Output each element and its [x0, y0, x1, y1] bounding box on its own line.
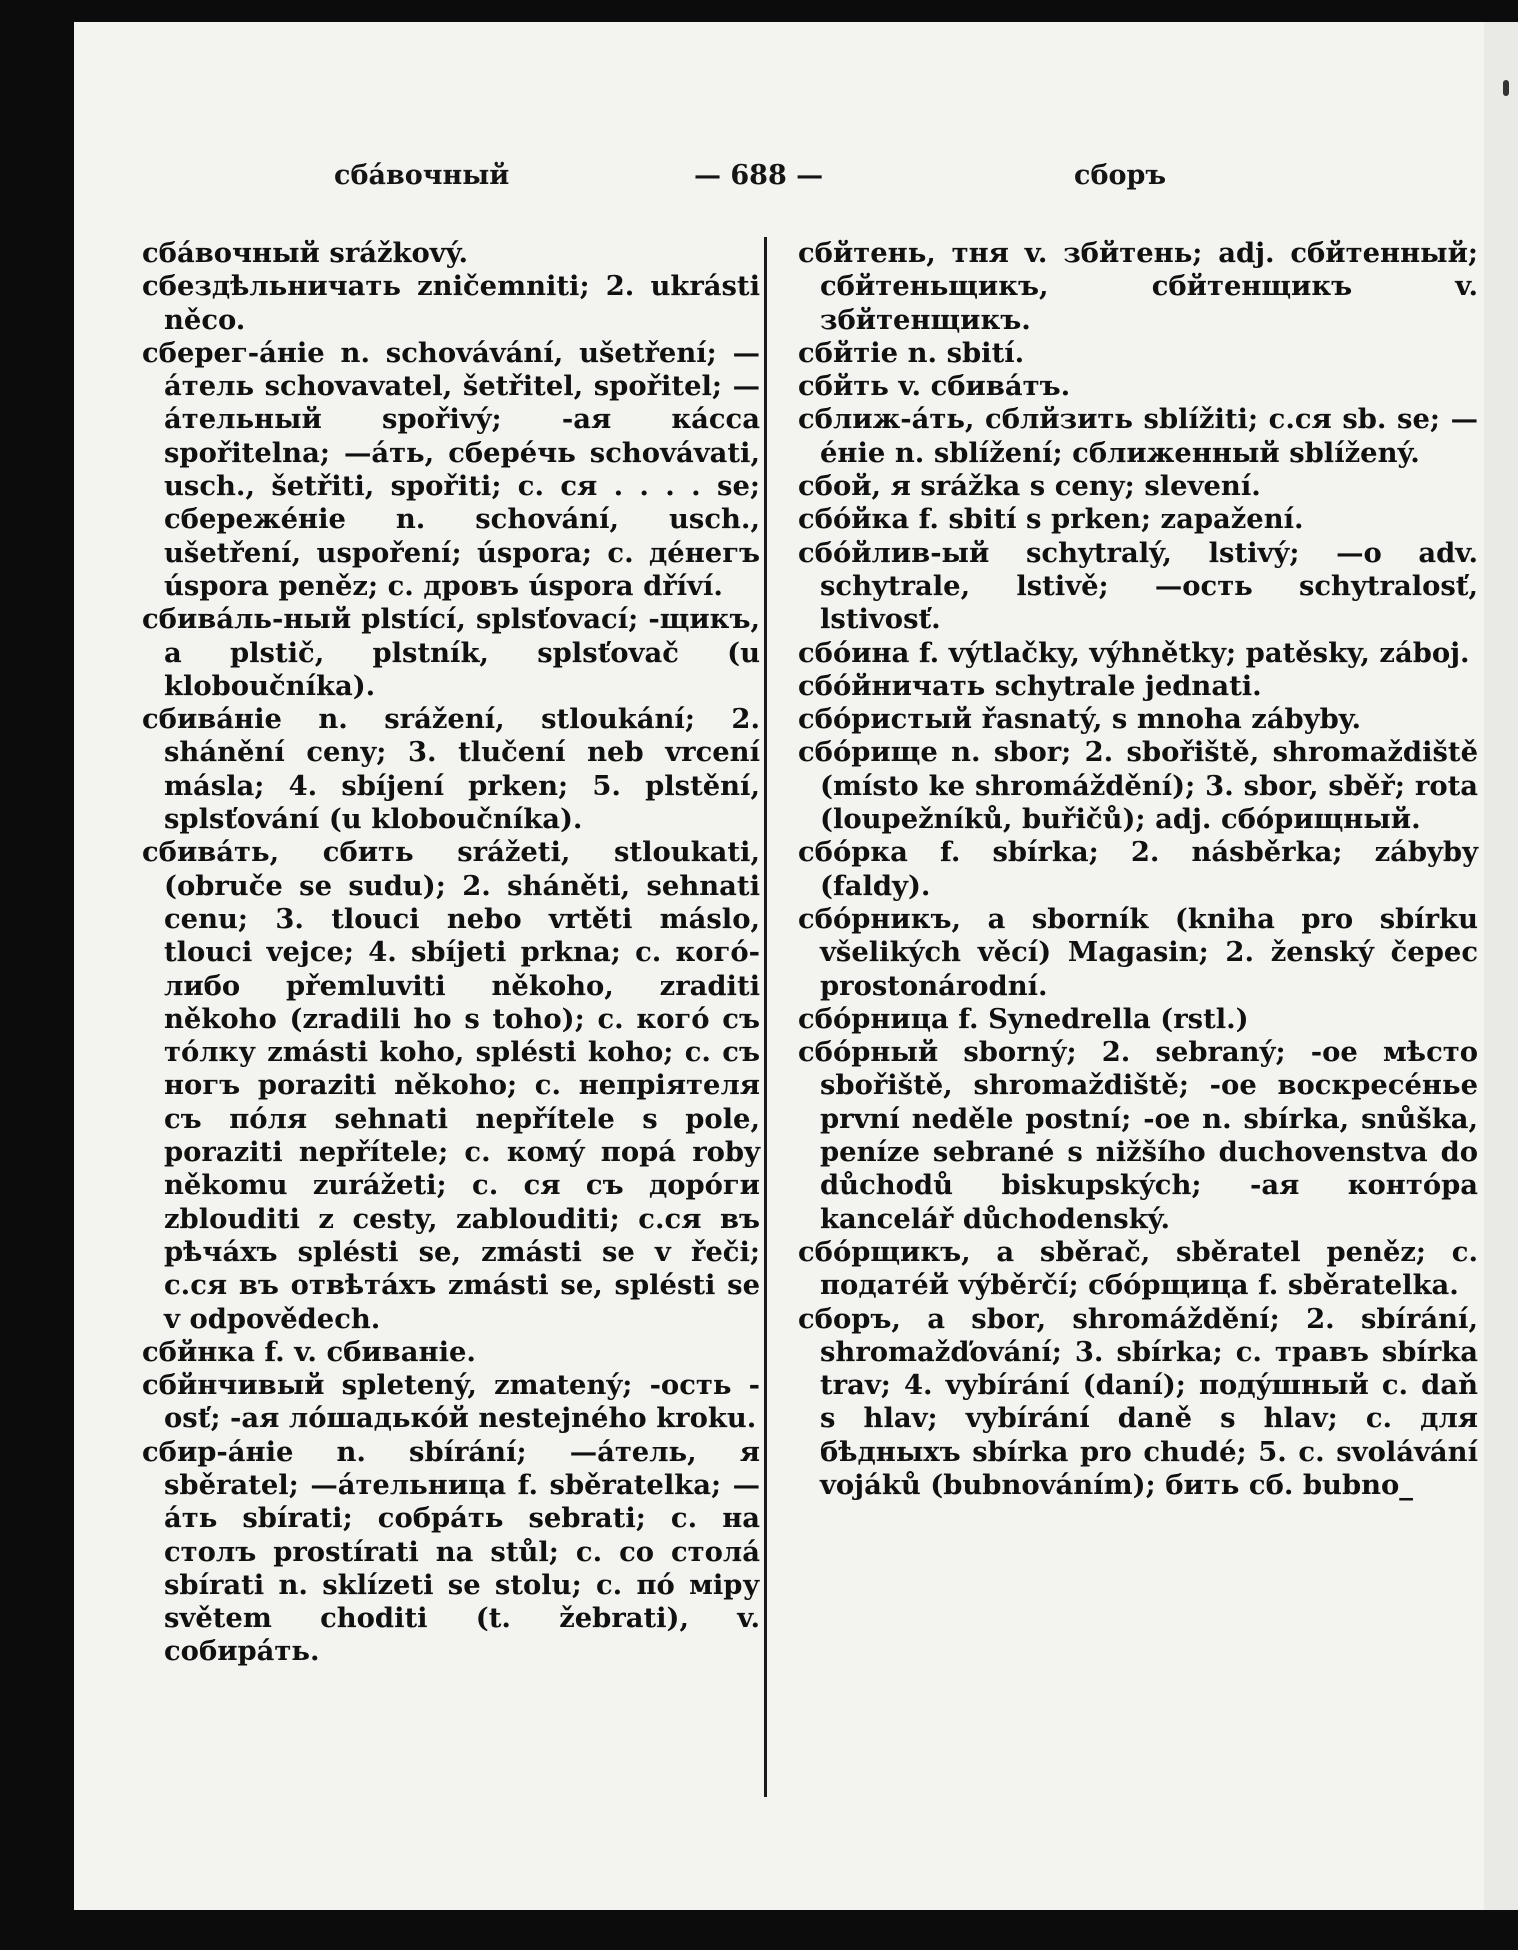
dictionary-entry: сбездѣльничать zničemniti; 2. ukrásti něco. — [142, 270, 760, 336]
left-column — [142, 237, 760, 1669]
dictionary-entry: сбивáль-ный plstící, splsťovací; -щикъ, a plstič, plstník, splsťovač (u kloboučníka). — [142, 603, 760, 702]
dictionary-entry: сбйнка f. v. сбиванiе. — [142, 1335, 476, 1368]
dictionary-entry: сбйтень, тня v. збйтень; adj. сбйтенный; сбйтеньщикъ, сбйтенщикъ v. збйтенщикъ. — [798, 237, 1478, 336]
page-number: — 688 — — [694, 160, 824, 191]
edge-mark — [1503, 80, 1509, 96]
dictionary-entry: сбóрка f. sbírka; 2. násběrka; zábyby (faldy). — [798, 836, 1478, 902]
dictionary-entry: сбáвочный srážkový. — [142, 237, 469, 269]
dictionary-entry: сбóина f. výtlačky, výhnětky; patěsky, zábој. — [798, 636, 1470, 669]
dictionary-entry: сбóйка f. sbití s prken; zapažení. — [798, 503, 1304, 536]
dictionary-entry: сборъ, a sbor, shromáždění; 2. sbírání, shromažďování; 3. sbírka; с. травъ sbírka trav; 4. vybírání (daní); подýшный с. daň s hlav; vybírání daně s hlav; с. для бѣдныхъ sbírka pro chudé; 5. с. svolávání vojáků (bubnováním); бить сб. bubno_ — [798, 1302, 1478, 1501]
dictionary-entry: сбóрникъ, a sborník (kniha pro sbírku všelikých věcí) Magasin; 2. ženský čepec prostonárodní. — [798, 902, 1478, 1002]
column-divider — [764, 237, 767, 1797]
dictionary-entry: сбóрный sborný; 2. sebraný; -oe мѣсто sbořiště, shromaždiště; -oe воскресéнье první neděle postní; -oe n. sbírka, snůška, peníze sebrané s nižšího duchovenstva do důchodů biskupských; -ая контóра kancelář důchodenský. — [798, 1036, 1478, 1235]
dictionary-entry: сбивáніе n. srážení, stloukání; 2. shánění ceny; 3. tlučení neb vrcení másla; 4. sbíjení prken; 5. plstění, splsťování (u kloboučníka). — [142, 703, 760, 836]
dictionary-entry: сбóйничать schytrale jednati. — [798, 669, 1262, 702]
dictionary-entry: сбóрщикъ, a sběrač, sběratel peněz; с. податéй výběrčí; сбóрщица f. sběratelka. — [798, 1235, 1478, 1302]
dictionary-entry: сбир-áніе n. sbírání; —áтель, я sběratel; —áтельница f. sběratelka; —áть sbírati; собрáть sebrati; с. на столъ prostírati na stůl; с. со столá sbírati n. sklízeti se stolu; с. пó міру světem choditi (t. žebrati), v. собирáть. — [142, 1435, 760, 1668]
dictionary-entry: сближ-áть, сблйзить sblížiti; с.ся sb. se; —éніе n. sblížení; сближенный sblížený. — [798, 403, 1478, 469]
dictionary-entry: сбйтіе n. sbití. — [798, 336, 1025, 369]
right-column — [798, 237, 1478, 1502]
header-right-guideword: сборъ — [1074, 160, 1167, 191]
adjacent-page-edge — [1484, 22, 1518, 1910]
dictionary-entry: сберег-áніе n. schovávání, ušetření; —áтель schovavatel, šetřitel, spořitel; —áтельный spořivý; -ая кácca spořitelna; —áть, сберéчь schovávati, usch., šetřiti, spořiti; с. ся . . . . se; сбережéніе n. schování, usch., ušetření, uspoření; úspora; c. дéнегъ úspora peněz; с. дровъ úspora dříví. — [142, 336, 760, 602]
page-header — [74, 160, 1484, 200]
dictionary-entry: сбйть v. сбивáтъ. — [798, 370, 1071, 403]
dictionary-entry: сбóйлив-ый schytralý, lstivý; —o adv. schytrale, lstivě; —ость schytralosť, lstivosť. — [798, 536, 1478, 636]
dictionary-entry: сбйнчивый spletený, zmatený; -ость -osť; -ая лóшадькóй nestejného kroku. — [142, 1369, 760, 1435]
dictionary-entry: сбóрница f. Synedrella (rstl.) — [798, 1002, 1249, 1035]
header-left-guideword: сбáвочный — [334, 160, 510, 191]
dictionary-entry: сбóрище n. sbor; 2. sbořiště, shromaždiště (místo ke shromáždění); 3. sbor, sběř; rota (loupežníků, buřičů); adj. сбóрищный. — [798, 736, 1478, 836]
dictionary-entry: сбивáть, сбить srážeti, stloukati, (obruče se sudu); 2. sháněti, sehnati cenu; 3. tlouci nebo vrtěti máslo, tlouci vejce; 4. sbíjeti prkna; с. когó-либо přemluviti někoho, zraditi někoho (zradili ho s toho); c. когó съ тóлку zmásti koho, splésti koho; с. съ ногъ poraziti někoho; с. непріятеля съ пóля sehnati nepřítele s pole, poraziti nepřítele; с. комý порá roby někomu zurážeti; с. ся съ дорóги zblouditi z cesty, zablouditi; с.ся въ рѣчáхъ splésti se, zmásti se v řeči; с.ся въ отвѣтáхъ zmásti se, splésti se v odpovědech. — [142, 836, 760, 1335]
dictionary-entry: сбóристый řasnatý, s mnoha zábyby. — [798, 703, 1362, 736]
dictionary-entry: сбой, я srážka s ceny; slevení. — [798, 470, 1261, 503]
dictionary-page — [74, 22, 1484, 1910]
